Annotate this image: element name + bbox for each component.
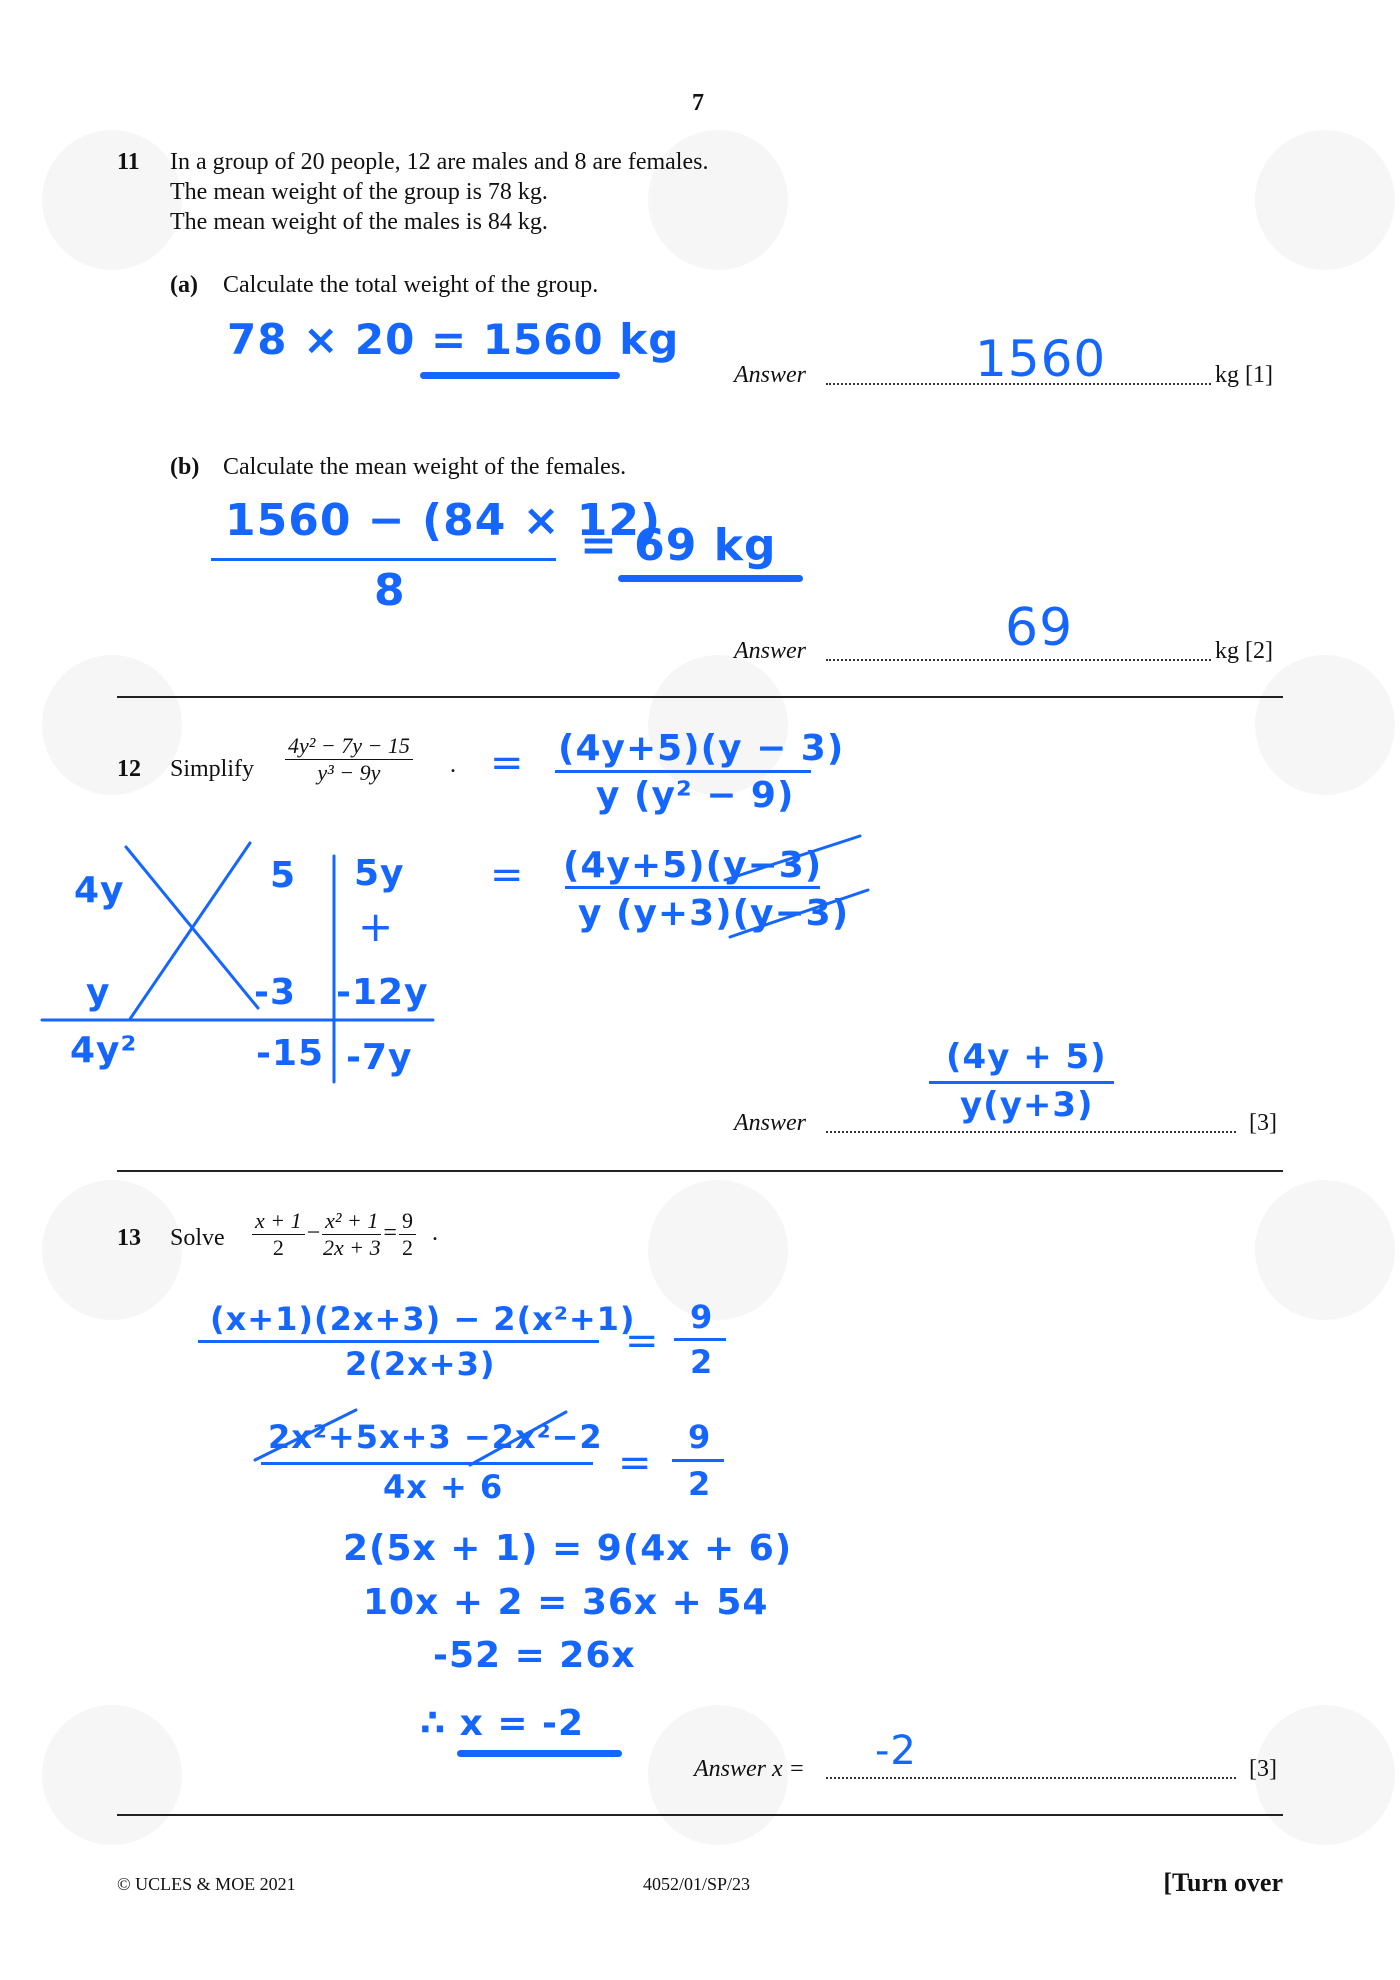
- question-text: The mean weight of the males is 84 kg.: [170, 209, 548, 235]
- answer-label: Answer: [734, 638, 806, 664]
- cross-term: +: [358, 902, 395, 951]
- cross-term: 4y: [74, 870, 125, 911]
- footer-turn-over: [Turn over: [1163, 1868, 1283, 1897]
- cancel-stroke: [725, 836, 860, 880]
- question-text: The mean weight of the group is 78 kg.: [170, 179, 548, 205]
- handwritten-working: 2(5x + 1) = 9(4x + 6): [343, 1528, 793, 1569]
- handwritten-answer[interactable]: 1560: [975, 330, 1107, 388]
- operator: =: [383, 1220, 397, 1247]
- page-number: 7: [692, 90, 704, 116]
- numerator: x + 1: [252, 1208, 305, 1235]
- cross-term: y: [86, 972, 111, 1013]
- handwritten-working: -52 = 26x: [433, 1635, 636, 1676]
- part-label: (a): [170, 272, 198, 298]
- handwritten-working: 2: [690, 1343, 714, 1381]
- handwritten-working: = 69 kg: [580, 520, 777, 571]
- handwritten-working: (x+1)(2x+3) − 2(x²+1): [210, 1300, 636, 1338]
- operator: −: [306, 1220, 321, 1247]
- answer-label: Answer x =: [694, 1756, 805, 1782]
- cancel-stroke: [730, 890, 868, 937]
- denominator: 2: [401, 1235, 413, 1260]
- cancel-stroke: [470, 1412, 566, 1465]
- part-label: (b): [170, 454, 200, 480]
- cross-term: -3: [254, 972, 296, 1013]
- footer-copyright: © UCLES & MOE 2021: [117, 1874, 296, 1894]
- handwritten-equals: =: [625, 1318, 660, 1364]
- handwritten-working: ∴ x = -2: [420, 1703, 585, 1744]
- numerator: x² + 1: [322, 1208, 381, 1235]
- handwritten-working: 2: [688, 1465, 712, 1503]
- handwritten-working: 2(2x+3): [345, 1345, 496, 1383]
- denominator: 2: [272, 1235, 284, 1260]
- handwritten-working: 9: [690, 1298, 714, 1336]
- handwritten-working: 8: [374, 565, 406, 616]
- cross-term: -7y: [346, 1037, 413, 1078]
- denominator: 2x + 3: [322, 1235, 381, 1260]
- question-text: Simplify: [170, 756, 255, 782]
- unit-marks: kg [1]: [1215, 362, 1273, 388]
- handwritten-working: 78 × 20 = 1560 kg: [227, 315, 680, 364]
- handwritten-equals: =: [618, 1440, 653, 1486]
- handwritten-working: 2x²+5x+3 −2x²−2: [268, 1418, 603, 1456]
- cross-term: -12y: [336, 972, 429, 1013]
- cancel-stroke: [255, 1410, 356, 1460]
- handwritten-working: (4y+5)(y−3): [563, 845, 823, 886]
- denominator: y³ − 9y: [317, 760, 381, 785]
- expression-dot: .: [431, 1220, 438, 1247]
- handwritten-answer[interactable]: 69: [1005, 598, 1074, 658]
- numerator: 9: [399, 1208, 416, 1235]
- cross-term: 5: [270, 855, 297, 896]
- handwritten-working: (4y+5)(y − 3): [558, 728, 845, 769]
- unit-marks: kg [2]: [1215, 638, 1273, 664]
- handwritten-equals: =: [490, 740, 525, 786]
- handwritten-answer-denominator[interactable]: y(y+3): [960, 1085, 1094, 1125]
- cross-line: [130, 843, 250, 1019]
- question-text: In a group of 20 people, 12 are males and 8 are females.: [170, 149, 709, 175]
- handwritten-answer-numerator[interactable]: (4y + 5): [946, 1037, 1107, 1077]
- marks: [3]: [1249, 1110, 1277, 1136]
- question-number: 11: [117, 149, 140, 175]
- expression-dot: .: [450, 752, 456, 778]
- question-text: Solve: [170, 1225, 225, 1251]
- question-number: 12: [117, 756, 141, 782]
- numerator: 4y² − 7y − 15: [285, 733, 413, 760]
- handwritten-working: 4x + 6: [383, 1468, 504, 1506]
- part-text: Calculate the total weight of the group.: [223, 272, 599, 298]
- handwritten-working: 9: [688, 1418, 712, 1456]
- cross-term: 4y²: [70, 1030, 138, 1071]
- handwritten-working: y (y² − 9): [596, 775, 795, 816]
- footer-paper-code: 4052/01/SP/23: [643, 1874, 751, 1894]
- part-text: Calculate the mean weight of the females.: [223, 454, 627, 480]
- question-number: 13: [117, 1225, 141, 1251]
- marks: [3]: [1249, 1756, 1277, 1782]
- handwritten-working: 1560 − (84 × 12): [225, 495, 662, 546]
- cross-term: 5y: [354, 853, 405, 894]
- handwritten-answer[interactable]: -2: [875, 1728, 917, 1774]
- answer-label: Answer: [734, 1110, 806, 1136]
- handwritten-working: 10x + 2 = 36x + 54: [363, 1582, 769, 1623]
- answer-label: Answer: [734, 362, 806, 388]
- handwritten-equals: =: [490, 852, 525, 898]
- cross-term: -15: [256, 1033, 325, 1074]
- handwritten-working: y (y+3)(y−3): [578, 893, 850, 934]
